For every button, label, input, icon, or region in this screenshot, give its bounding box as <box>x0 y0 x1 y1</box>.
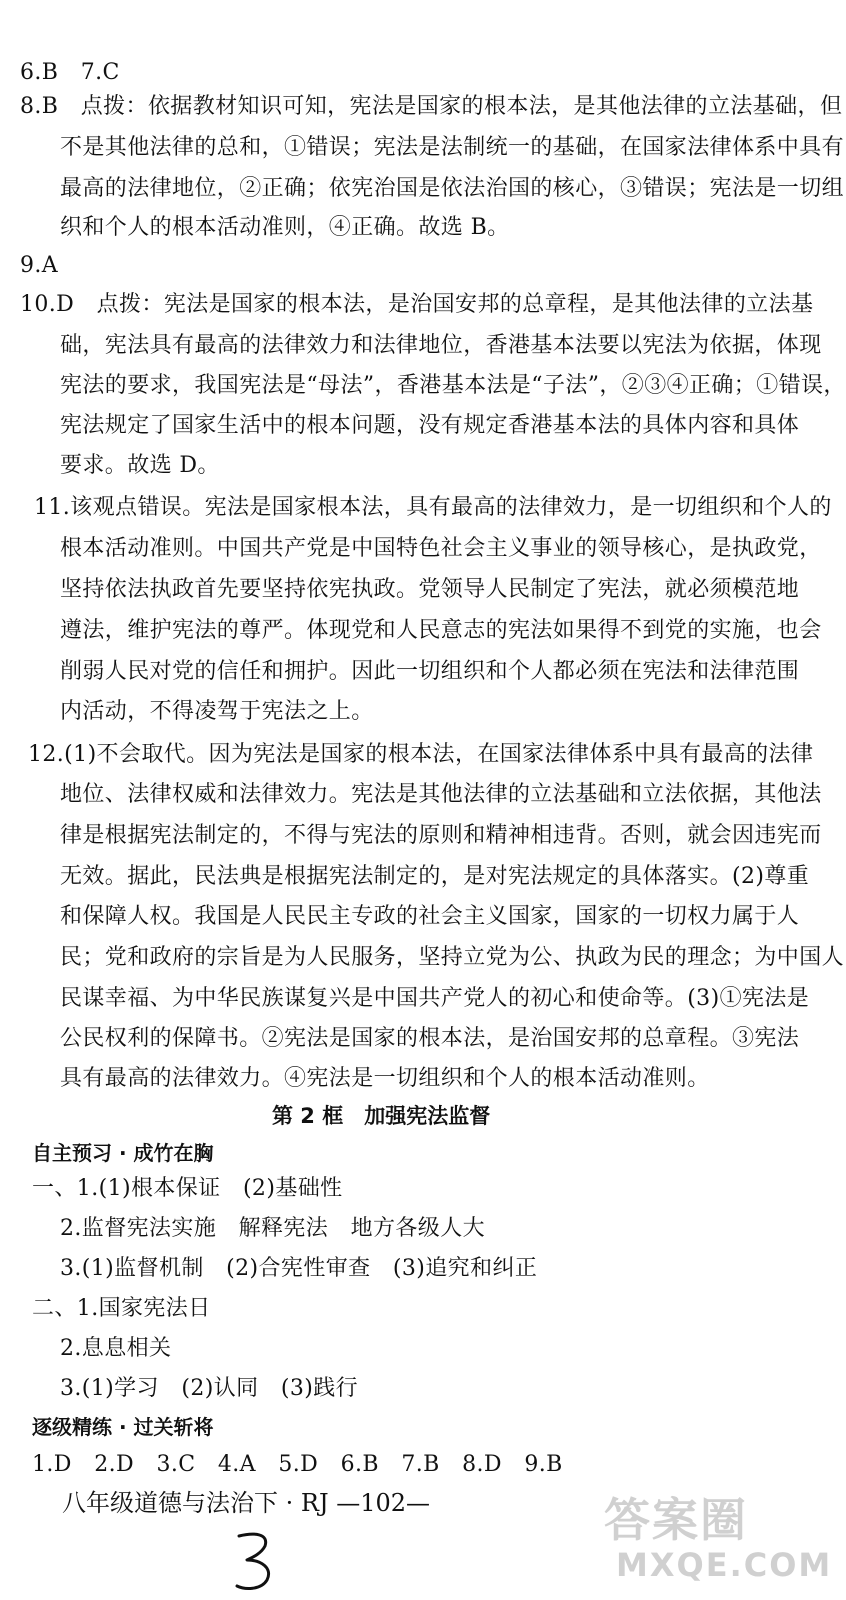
answer-line-12-cont: 公民权利的保障书。②宪法是国家的根本法，是治国安邦的总章程。③宪法 <box>60 1026 800 1051</box>
answer-line-11: 11.该观点错误。宪法是国家根本法，具有最高的法律效力，是一切组织和个人的 <box>34 495 832 520</box>
preview-line: 3.(1)学习 (2)认同 (3)践行 <box>60 1376 359 1401</box>
watermark-logo <box>598 1484 833 1596</box>
answer-line-8-cont: 最高的法律地位，②正确；依宪治国是依法治国的核心，③错误；宪法是一切组 <box>60 176 845 201</box>
page-footer: 八年级道德与法治下 · RJ —102— <box>62 1489 431 1517</box>
answer-line-12-cont: 具有最高的法律效力。④宪法是一切组织和个人的根本活动准则。 <box>60 1066 710 1091</box>
sub-heading-preview: 自主预习 · 成竹在胸 <box>32 1141 214 1165</box>
answer-line-10: 10.D 点拨：宪法是国家的根本法，是治国安邦的总章程，是其他法律的立法基 <box>20 292 814 317</box>
watermark-text-top: 答案圈 <box>604 1493 748 1547</box>
answer-line-10-cont: 宪法的要求，我国宪法是“母法”，香港基本法是“子法”，②③④正确；①错误， <box>60 373 846 398</box>
answer-line-11-cont: 内活动，不得凌驾于宪法之上。 <box>60 699 374 724</box>
answer-line-8-cont: 不是其他法律的总和，①错误；宪法是法制统一的基础，在国家法律体系中具有 <box>60 135 845 160</box>
answer-line-10-cont: 础，宪法具有最高的法律效力和法律地位，香港基本法要以宪法为依据，体现 <box>60 333 822 358</box>
watermark-text-bottom: MXQE.COM <box>616 1546 833 1584</box>
answer-line-12-cont: 无效。据此，民法典是根据宪法制定的，是对宪法规定的具体落实。(2)尊重 <box>60 864 810 889</box>
answer-line-11-cont: 削弱人民对党的信任和拥护。因此一切组织和个人都必须在宪法和法律范围 <box>60 659 800 684</box>
answer-line-6-7: 6.B 7.C <box>20 60 120 85</box>
preview-line: 2.息息相关 <box>60 1336 172 1361</box>
preview-line: 2.监督宪法实施 解释宪法 地方各级人大 <box>60 1216 485 1241</box>
answer-line-10-cont: 宪法规定了国家生活中的根本问题，没有规定香港基本法的具体内容和具体 <box>60 413 800 438</box>
answer-line-12-cont: 和保障人权。我国是人民民主专政的社会主义国家，国家的一切权力属于人 <box>60 904 800 929</box>
answer-line-8-cont: 织和个人的根本活动准则，④正确。故选 B。 <box>60 215 510 240</box>
practice-answers-line: 1.D 2.D 3.C 4.A 5.D 6.B 7.B 8.D 9.B <box>32 1452 563 1477</box>
answer-line-8: 8.B 点拨：依据教材知识可知，宪法是国家的根本法，是其他法律的立法基础，但 <box>20 94 843 119</box>
preview-line: 二、1.国家宪法日 <box>32 1296 211 1321</box>
answer-line-11-cont: 根本活动准则。中国共产党是中国特色社会主义事业的领导核心，是执政党， <box>60 536 822 561</box>
answer-line-12-cont: 民谋幸福、为中华民族谋复兴是中国共产党人的初心和使命等。(3)①宪法是 <box>60 986 810 1011</box>
preview-line: 一、1.(1)根本保证 (2)基础性 <box>32 1176 343 1201</box>
handwritten-mark <box>225 1528 285 1594</box>
answer-line-12-cont: 民；党和政府的宗旨是为人民服务，坚持立党为公、执政为民的理念；为中国人 <box>60 945 845 970</box>
answer-line-11-cont: 遵法，维护宪法的尊严。体现党和人民意志的宪法如果得不到党的实施，也会 <box>60 618 822 643</box>
preview-line: 3.(1)监督机制 (2)合宪性审查 (3)追究和纠正 <box>60 1256 538 1281</box>
sub-heading-practice: 逐级精练 · 过关斩将 <box>32 1415 214 1439</box>
section-title: 第 2 框 加强宪法监督 <box>272 1104 491 1128</box>
answer-line-10-cont: 要求。故选 D。 <box>60 453 220 478</box>
answer-line-12-cont: 律是根据宪法制定的，不得与宪法的原则和精神相违背。否则，就会因违宪而 <box>60 823 822 848</box>
answer-line-12-cont: 地位、法律权威和法律效力。宪法是其他法律的立法基础和立法依据，其他法 <box>60 782 822 807</box>
answer-line-9: 9.A <box>20 253 59 278</box>
answer-line-11-cont: 坚持依法执政首先要坚持依宪执政。党领导人民制定了宪法，就必须模范地 <box>60 577 800 602</box>
answer-line-12: 12.(1)不会取代。因为宪法是国家的根本法，在国家法律体系中具有最高的法律 <box>28 742 814 767</box>
